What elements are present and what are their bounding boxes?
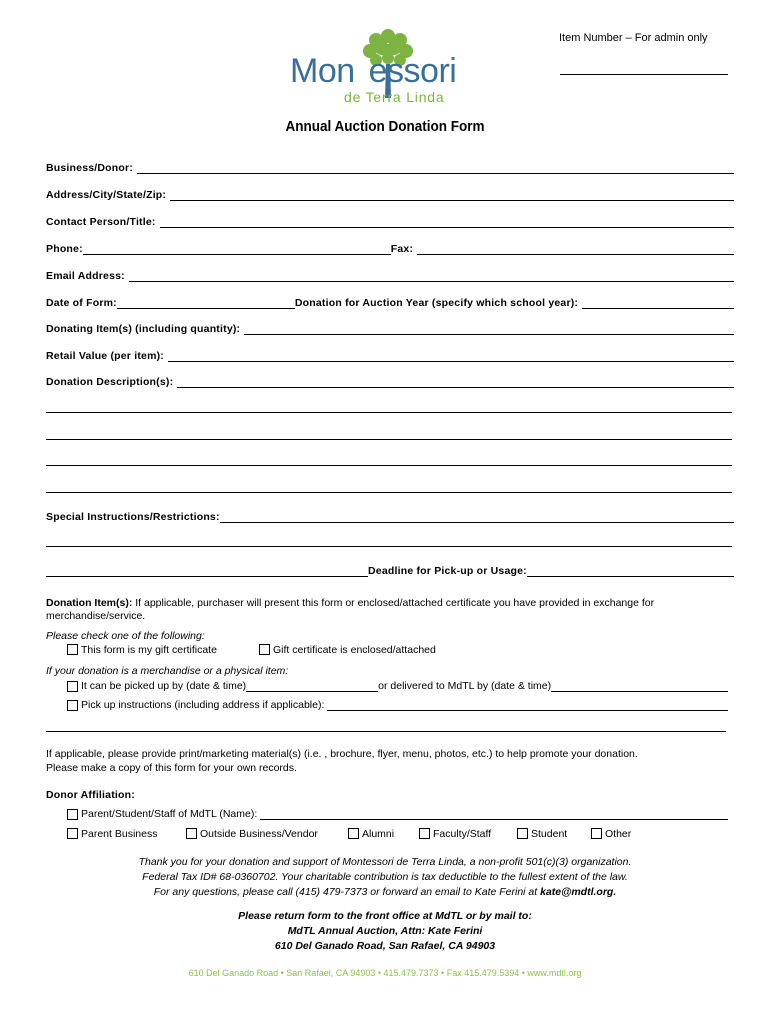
affiliation-label: Other (605, 828, 632, 840)
description-row (46, 374, 734, 388)
affiliation-option[interactable] (186, 828, 318, 840)
phone-field[interactable] (83, 244, 391, 255)
footer-address: 610 Del Ganado Road • San Rafael, CA 94903 • 415.479.7373 • Fax 415.479.5394 • www.mdtl.org (188, 968, 582, 978)
address-field[interactable] (170, 190, 734, 201)
pickup-instructions-label: Pick up instructions (including address if applicable): (81, 699, 325, 711)
year-field[interactable] (582, 298, 734, 309)
delivery-date-field[interactable] (551, 681, 728, 692)
affiliation-checkbox[interactable] (67, 828, 78, 839)
special-label: Special Instructions/Restrictions: (46, 511, 220, 523)
fax-label: Fax: (390, 243, 414, 255)
gift-enclosed-option[interactable] (259, 644, 436, 656)
date-field[interactable] (117, 298, 295, 309)
deadline-field[interactable] (527, 566, 734, 577)
pickup-label-b: or delivered to MdTL by (date & time) (378, 680, 552, 692)
description-line-5[interactable] (46, 492, 732, 493)
address-label: Address/City/State/Zip: (46, 189, 167, 201)
fax-field[interactable] (417, 244, 734, 255)
pickup-instructions-field[interactable] (327, 700, 728, 711)
email-field[interactable] (129, 271, 734, 282)
pickup-instructions-checkbox[interactable] (67, 700, 78, 711)
affiliation-option[interactable] (591, 828, 631, 840)
donation-items-text: If applicable, purchaser will present this form or enclosed/attached certificate you have provided in exchange for merchandise/service. (46, 597, 655, 622)
affiliation-option[interactable] (67, 828, 157, 840)
deadline-row (46, 563, 734, 577)
email-row (46, 268, 734, 282)
logo-name-part1: Mon (290, 52, 355, 90)
thanks-line1: Thank you for your donation and support of Montessori de Terra Linda, a non-profit 501(c)(3) organization. (138, 856, 632, 868)
retail-row (46, 348, 734, 362)
affiliation-option[interactable] (348, 828, 394, 840)
parent-name-checkbox[interactable] (67, 809, 78, 820)
affiliation-checkbox[interactable] (419, 828, 430, 839)
pickup-date-field[interactable] (246, 681, 378, 692)
check-prompt: Please check one of the following: (46, 630, 205, 642)
parent-name-field[interactable] (260, 809, 728, 820)
gift-mine-label: This form is my gift certificate (81, 644, 217, 656)
page-title: Annual Auction Donation Form (285, 118, 485, 135)
description-line-3[interactable] (46, 439, 732, 440)
parent-name-row (67, 808, 728, 820)
affiliation-checkbox[interactable] (591, 828, 602, 839)
special-row (46, 509, 734, 523)
logo-name-part2: essori (368, 52, 457, 90)
date-year-row (46, 295, 734, 309)
gift-mine-checkbox[interactable] (67, 644, 78, 655)
affiliation-option[interactable] (517, 828, 567, 840)
affiliation-label: Outside Business/Vendor (200, 828, 318, 840)
description-label: Donation Description(s): (46, 376, 174, 388)
affiliation-label: Faculty/Staff (433, 828, 492, 840)
pickup-instructions-line-2[interactable] (46, 731, 726, 732)
gift-enclosed-checkbox[interactable] (259, 644, 270, 655)
items-label: Donating Item(s) (including quantity): (46, 323, 241, 335)
merch-prompt: If your donation is a merchandise or a physical item: (46, 665, 289, 677)
contact-email-link[interactable]: kate@mdtl.org. (540, 886, 617, 898)
deadline-label: Deadline for Pick-up or Usage: (368, 565, 527, 577)
business-row (46, 160, 734, 174)
year-label: Donation for Auction Year (specify which school year): (294, 297, 579, 309)
pickup-instructions-row (67, 699, 728, 711)
description-line-4[interactable] (46, 465, 732, 466)
return-line3: 610 Del Ganado Road, San Rafael, CA 94903 (274, 940, 496, 952)
materials-line2: Please make a copy of this form for your own records. (46, 762, 297, 774)
pickup-checkbox[interactable] (67, 681, 78, 692)
admin-item-number-label: Item Number – For admin only (559, 32, 708, 44)
donation-items-lead: Donation Item(s): (46, 597, 133, 609)
affiliation-checkbox[interactable] (186, 828, 197, 839)
affiliation-option[interactable] (419, 828, 491, 840)
return-line1: Please return form to the front office at MdTL or by mail to: (238, 910, 532, 922)
gift-enclosed-label: Gift certificate is enclosed/attached (273, 644, 436, 656)
contact-row (46, 214, 734, 228)
description-field[interactable] (177, 377, 734, 388)
phone-fax-row (46, 241, 734, 255)
parent-name-label: Parent/Student/Staff of MdTL (Name): (81, 808, 258, 820)
special-line-2[interactable] (46, 546, 732, 547)
date-label: Date of Form: (46, 297, 117, 309)
materials-line1: If applicable, please provide print/marketing material(s) (i.e. , brochure, flyer, menu, photos, etc.) to help promote your donation. (46, 748, 638, 760)
pickup-row (67, 680, 728, 692)
contact-field[interactable] (160, 217, 734, 228)
thanks-line3: For any questions, please call (415) 479-7373 or forward an email to Kate Ferini at (153, 886, 541, 898)
affiliation-checkbox[interactable] (348, 828, 359, 839)
email-label: Email Address: (46, 270, 125, 282)
logo-subtitle: de Terra Linda (344, 89, 445, 105)
donation-items-paragraph (46, 597, 726, 623)
admin-item-number-field[interactable] (560, 74, 728, 75)
description-line-2[interactable] (46, 412, 732, 413)
business-label: Business/Donor: (46, 162, 134, 174)
pickup-label-a: It can be picked up by (date & time) (81, 680, 247, 692)
contact-label: Contact Person/Title: (46, 216, 156, 228)
items-row (46, 321, 734, 335)
deadline-prefix-line[interactable] (46, 566, 368, 577)
return-line2: MdTL Annual Auction, Attn: Kate Ferini (287, 925, 483, 937)
affiliation-checkbox[interactable] (517, 828, 528, 839)
affiliation-label: Alumni (362, 828, 395, 840)
items-field[interactable] (244, 324, 734, 335)
affiliation-title: Donor Affiliation: (46, 789, 135, 801)
thanks-line2: Federal Tax ID# 68-0360702. Your charitable contribution is tax deductible to the fullest extent of the law. (142, 871, 628, 883)
retail-field[interactable] (168, 351, 734, 362)
retail-label: Retail Value (per item): (46, 350, 164, 362)
thanks-line3-wrap (0, 886, 770, 898)
affiliation-label: Student (531, 828, 568, 840)
special-field[interactable] (220, 512, 734, 523)
phone-label: Phone: (46, 243, 83, 255)
gift-mine-option[interactable] (67, 644, 217, 656)
address-row (46, 187, 734, 201)
school-logo (290, 26, 490, 106)
affiliation-label: Parent Business (81, 828, 158, 840)
business-field[interactable] (137, 163, 734, 174)
